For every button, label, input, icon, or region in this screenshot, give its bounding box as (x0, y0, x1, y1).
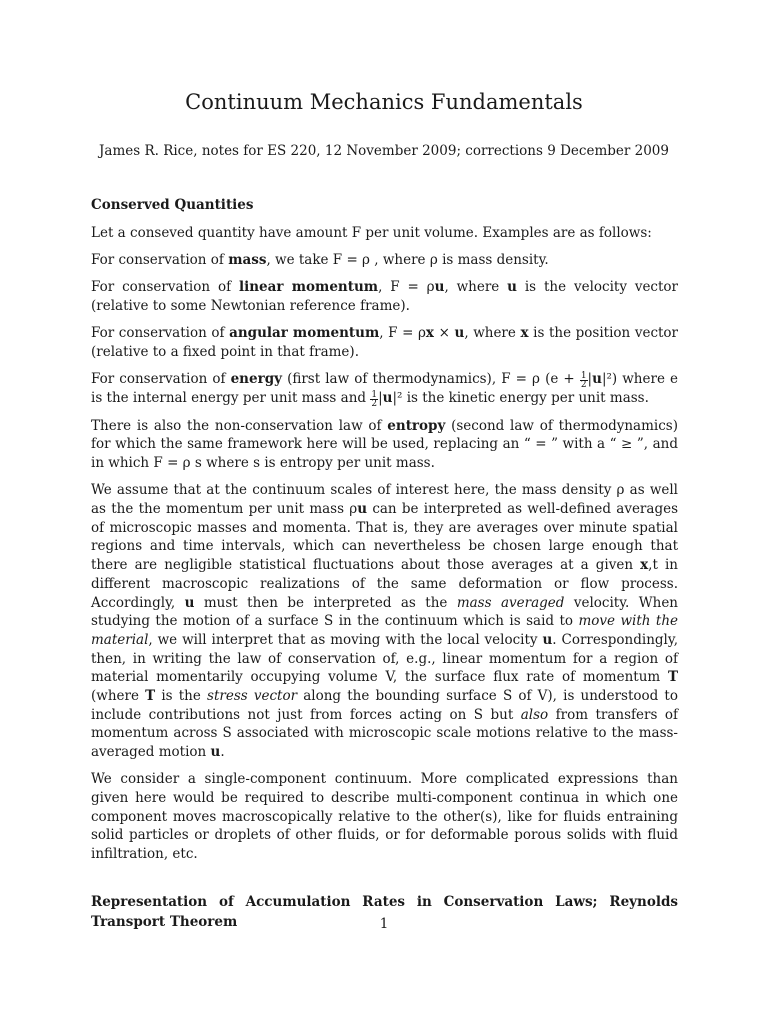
text-span: along the bounding surface S of V), is understood to include contributions not just from forces acting on S but (91, 688, 678, 723)
text-span: ,t in different macroscopic realizations of the same deformation or flow process. Accordingly, (91, 557, 678, 611)
text-span: , F = ρ (379, 325, 426, 342)
vector-symbol: x (425, 325, 434, 342)
paragraph-continuum-assumption (91, 481, 678, 762)
text-span: | (587, 371, 593, 388)
text-span: , where (444, 279, 508, 296)
text-span: is the position vector (relative to a fixed point in that frame). (91, 325, 679, 361)
text-span: is the velocity vector (relative to some Newtonian reference frame). (91, 279, 679, 315)
text-span: . (220, 744, 225, 761)
section-heading-conserved-quantities: Conserved Quantities (91, 197, 254, 213)
fraction-denominator: 2 (371, 399, 378, 410)
text-span: is the (155, 688, 208, 705)
vector-symbol: u (382, 390, 393, 407)
vector-symbol: u (184, 594, 195, 611)
vector-symbol: u (542, 631, 553, 648)
page-number: 1 (379, 916, 389, 932)
text-span: |²) where e is the internal energy per unit mass and (91, 371, 679, 407)
text-span: can be interpreted as well-defined averages of microscopic masses and momenta. That is, they are averages over minute spatial regions and time intervals, which can nevertheless be chosen large enough that there are negligible statistical fluctuations about those averages at a given (91, 501, 678, 574)
text-span: |² is the kinetic energy per unit mass. (392, 390, 649, 407)
fraction-half (580, 372, 588, 389)
vector-symbol: u (210, 744, 221, 761)
text-span: , we take F = ρ , where ρ is mass density. (266, 252, 549, 269)
text-span: velocity. When studying the motion of a surface S in the continuum which is said to (91, 594, 679, 630)
text-span: For conservation of (91, 371, 231, 388)
term-mass: mass (228, 252, 267, 269)
text-span: For conservation of (91, 325, 230, 342)
fraction-numerator: 1 (580, 371, 587, 382)
fraction-half (370, 391, 378, 408)
text-span: There is also the non-conservation law of (91, 417, 388, 434)
paragraph-entropy (91, 417, 678, 473)
text-span: , where (464, 325, 521, 342)
vector-symbol: x (520, 325, 529, 342)
text-span: (where (91, 688, 146, 705)
emphasis-text: also (520, 706, 549, 723)
text-span: | (378, 390, 383, 407)
vector-symbol: u (592, 371, 602, 388)
term-linear-momentum: linear momentum (238, 279, 379, 296)
text-span: × (433, 325, 455, 342)
text-span: For conservation of (91, 279, 239, 296)
text-span: For conservation of (91, 252, 229, 269)
vector-symbol: u (434, 279, 445, 296)
document-title: Continuum Mechanics Fundamentals (185, 90, 583, 114)
section-heading-reynolds-transport: Representation of Accumulation Rates in Conservation Laws; Reynolds Transport Theorem (91, 893, 678, 930)
term-entropy: entropy (387, 417, 446, 434)
author-line: James R. Rice, notes for ES 220, 12 November 2009; corrections 9 December 2009 (98, 143, 669, 159)
term-angular-momentum: angular momentum (229, 325, 380, 342)
paragraph-linear-momentum (91, 278, 678, 315)
document-body (91, 196, 678, 941)
vector-symbol: u (357, 501, 368, 518)
text-span: must then be interpreted as the (194, 594, 457, 611)
term-energy: energy (230, 371, 282, 388)
text-span: We assume that at the continuum scales of interest here, the mass density ρ as well as the the momentum per unit mass ρ (91, 482, 678, 518)
vector-symbol: u (454, 325, 465, 342)
vector-symbol: T (145, 688, 156, 705)
vector-symbol: u (507, 279, 517, 296)
text-span: , we will interpret that as moving with the local velocity (148, 631, 543, 648)
vector-symbol: T (667, 669, 678, 686)
fraction-denominator: 2 (580, 380, 587, 391)
paragraph-energy (91, 370, 678, 408)
emphasis-text: stress vector (207, 688, 298, 705)
paragraph-single-component: We consider a single-component continuum. More complicated expressions than given here would be required to describe multi-component continua in which one component moves macroscopically relative to the other(s), like for fluids entraining solid particles or droplets of other fluids, or for deformable porous solids with fluid infiltration, etc. (91, 771, 678, 863)
text-span: (first law of thermodynamics), F = ρ (e + (281, 371, 580, 388)
paragraph-intro: Let a conseved quantity have amount F per unit volume. Examples are as follows: (91, 225, 652, 241)
text-span: from transfers of momentum across S associated with microscopic scale motions relative to the mass-averaged motion (91, 706, 678, 761)
text-span: (second law of thermodynamics) for which the same framework here will be used, replacing an “ = ” with a “ ≥ ”, and in which F = ρ s where s is entropy per unit mass. (91, 417, 678, 472)
emphasis-text: move with the material (91, 613, 679, 648)
text-span: . Correspondingly, then, in writing the law of conservation of, e.g., linear momentum for a region of material momentarily occupying volume V, the surface flux rate of momentum (91, 631, 678, 686)
vector-symbol: x (640, 557, 649, 574)
paragraph-mass (91, 251, 678, 270)
emphasis-text: mass averaged (456, 594, 565, 611)
paragraph-angular-momentum (91, 324, 678, 361)
text-span: , F = ρ (378, 279, 435, 296)
fraction-numerator: 1 (371, 390, 378, 401)
